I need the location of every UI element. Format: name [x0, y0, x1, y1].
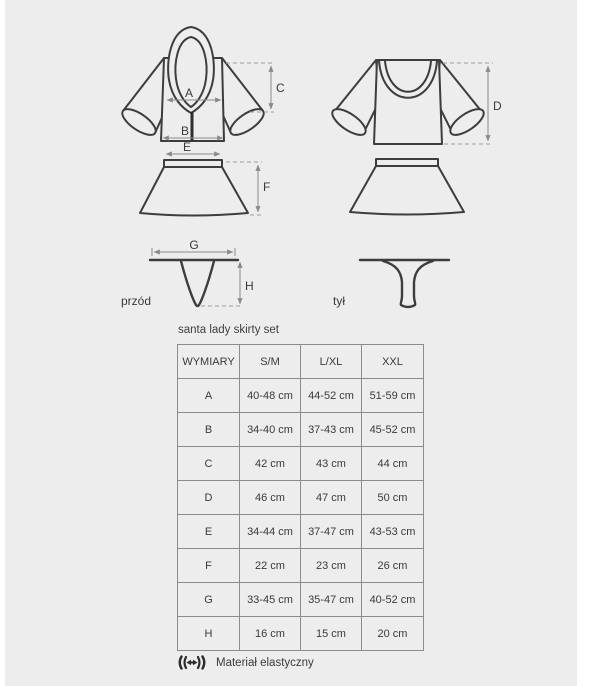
dimension-e [166, 140, 220, 154]
size-value-cell: 45-52 cm [362, 413, 424, 447]
size-value-cell: 47 cm [301, 481, 362, 515]
dimension-row-label: G [178, 583, 240, 617]
table-row [178, 379, 424, 413]
dimension-label-d: D [493, 99, 502, 113]
size-value-cell: 51-59 cm [362, 379, 424, 413]
size-value-cell: 40-48 cm [240, 379, 301, 413]
dimension-label-e: E [182, 140, 192, 154]
dimension-row-label: B [178, 413, 240, 447]
back-view-label: tył [333, 294, 345, 308]
size-value-cell: 15 cm [301, 617, 362, 651]
dimension-g [152, 238, 235, 256]
size-value-cell: 16 cm [240, 617, 301, 651]
size-value-cell: 43-53 cm [362, 515, 424, 549]
size-value-cell: 34-40 cm [240, 413, 301, 447]
dimension-label-b: B [180, 124, 190, 138]
size-value-cell: 42 cm [240, 447, 301, 481]
material-note-text: Materiał elastyczny [216, 656, 314, 669]
dimension-label-f: F [263, 180, 271, 194]
table-row [178, 481, 424, 515]
size-column-header: XXL [362, 345, 424, 379]
dimension-label-c: C [276, 81, 285, 95]
table-row [178, 583, 424, 617]
skirt-back-sketch [350, 159, 464, 215]
thong-back-sketch [360, 260, 449, 307]
dimension-row-label: D [178, 481, 240, 515]
size-value-cell: 44-52 cm [301, 379, 362, 413]
size-value-cell: 43 cm [301, 447, 362, 481]
size-column-header: S/M [240, 345, 301, 379]
size-value-cell: 46 cm [240, 481, 301, 515]
material-note [177, 655, 314, 670]
table-row [178, 549, 424, 583]
size-value-cell: 33-45 cm [240, 583, 301, 617]
size-table [177, 344, 424, 651]
dimension-label-g: G [189, 238, 199, 252]
size-value-cell: 44 cm [362, 447, 424, 481]
size-value-cell: 34-44 cm [240, 515, 301, 549]
size-value-cell: 37-43 cm [301, 413, 362, 447]
dimension-h [201, 262, 254, 306]
front-view-label: przód [121, 294, 152, 308]
size-value-cell: 23 cm [301, 549, 362, 583]
skirt-front-sketch [140, 160, 248, 216]
table-row [178, 413, 424, 447]
table-row [178, 617, 424, 651]
table-header-row [178, 345, 424, 379]
dimension-label-h: H [245, 279, 254, 293]
size-column-header: L/XL [301, 345, 362, 379]
dimension-row-label: E [178, 515, 240, 549]
table-row [178, 447, 424, 481]
dimension-row-label: H [178, 617, 240, 651]
product-title: santa lady skirty set [178, 324, 279, 336]
top-back-sketch [328, 60, 487, 144]
elastic-stretch-icon [177, 655, 207, 670]
dimension-row-label: F [178, 549, 240, 583]
dimension-row-label: C [178, 447, 240, 481]
size-value-cell: 40-52 cm [362, 583, 424, 617]
thong-front-sketch [150, 260, 238, 306]
size-value-cell: 35-47 cm [301, 583, 362, 617]
jacket-front-sketch [118, 27, 267, 141]
table-row [178, 515, 424, 549]
size-value-cell: 20 cm [362, 617, 424, 651]
size-value-cell: 50 cm [362, 481, 424, 515]
size-value-cell: 37-47 cm [301, 515, 362, 549]
dimension-row-label: A [178, 379, 240, 413]
dimension-label-a: A [184, 86, 194, 100]
size-column-header: WYMIARY [178, 345, 240, 379]
size-diagram [0, 0, 600, 320]
size-value-cell: 22 cm [240, 549, 301, 583]
size-value-cell: 26 cm [362, 549, 424, 583]
